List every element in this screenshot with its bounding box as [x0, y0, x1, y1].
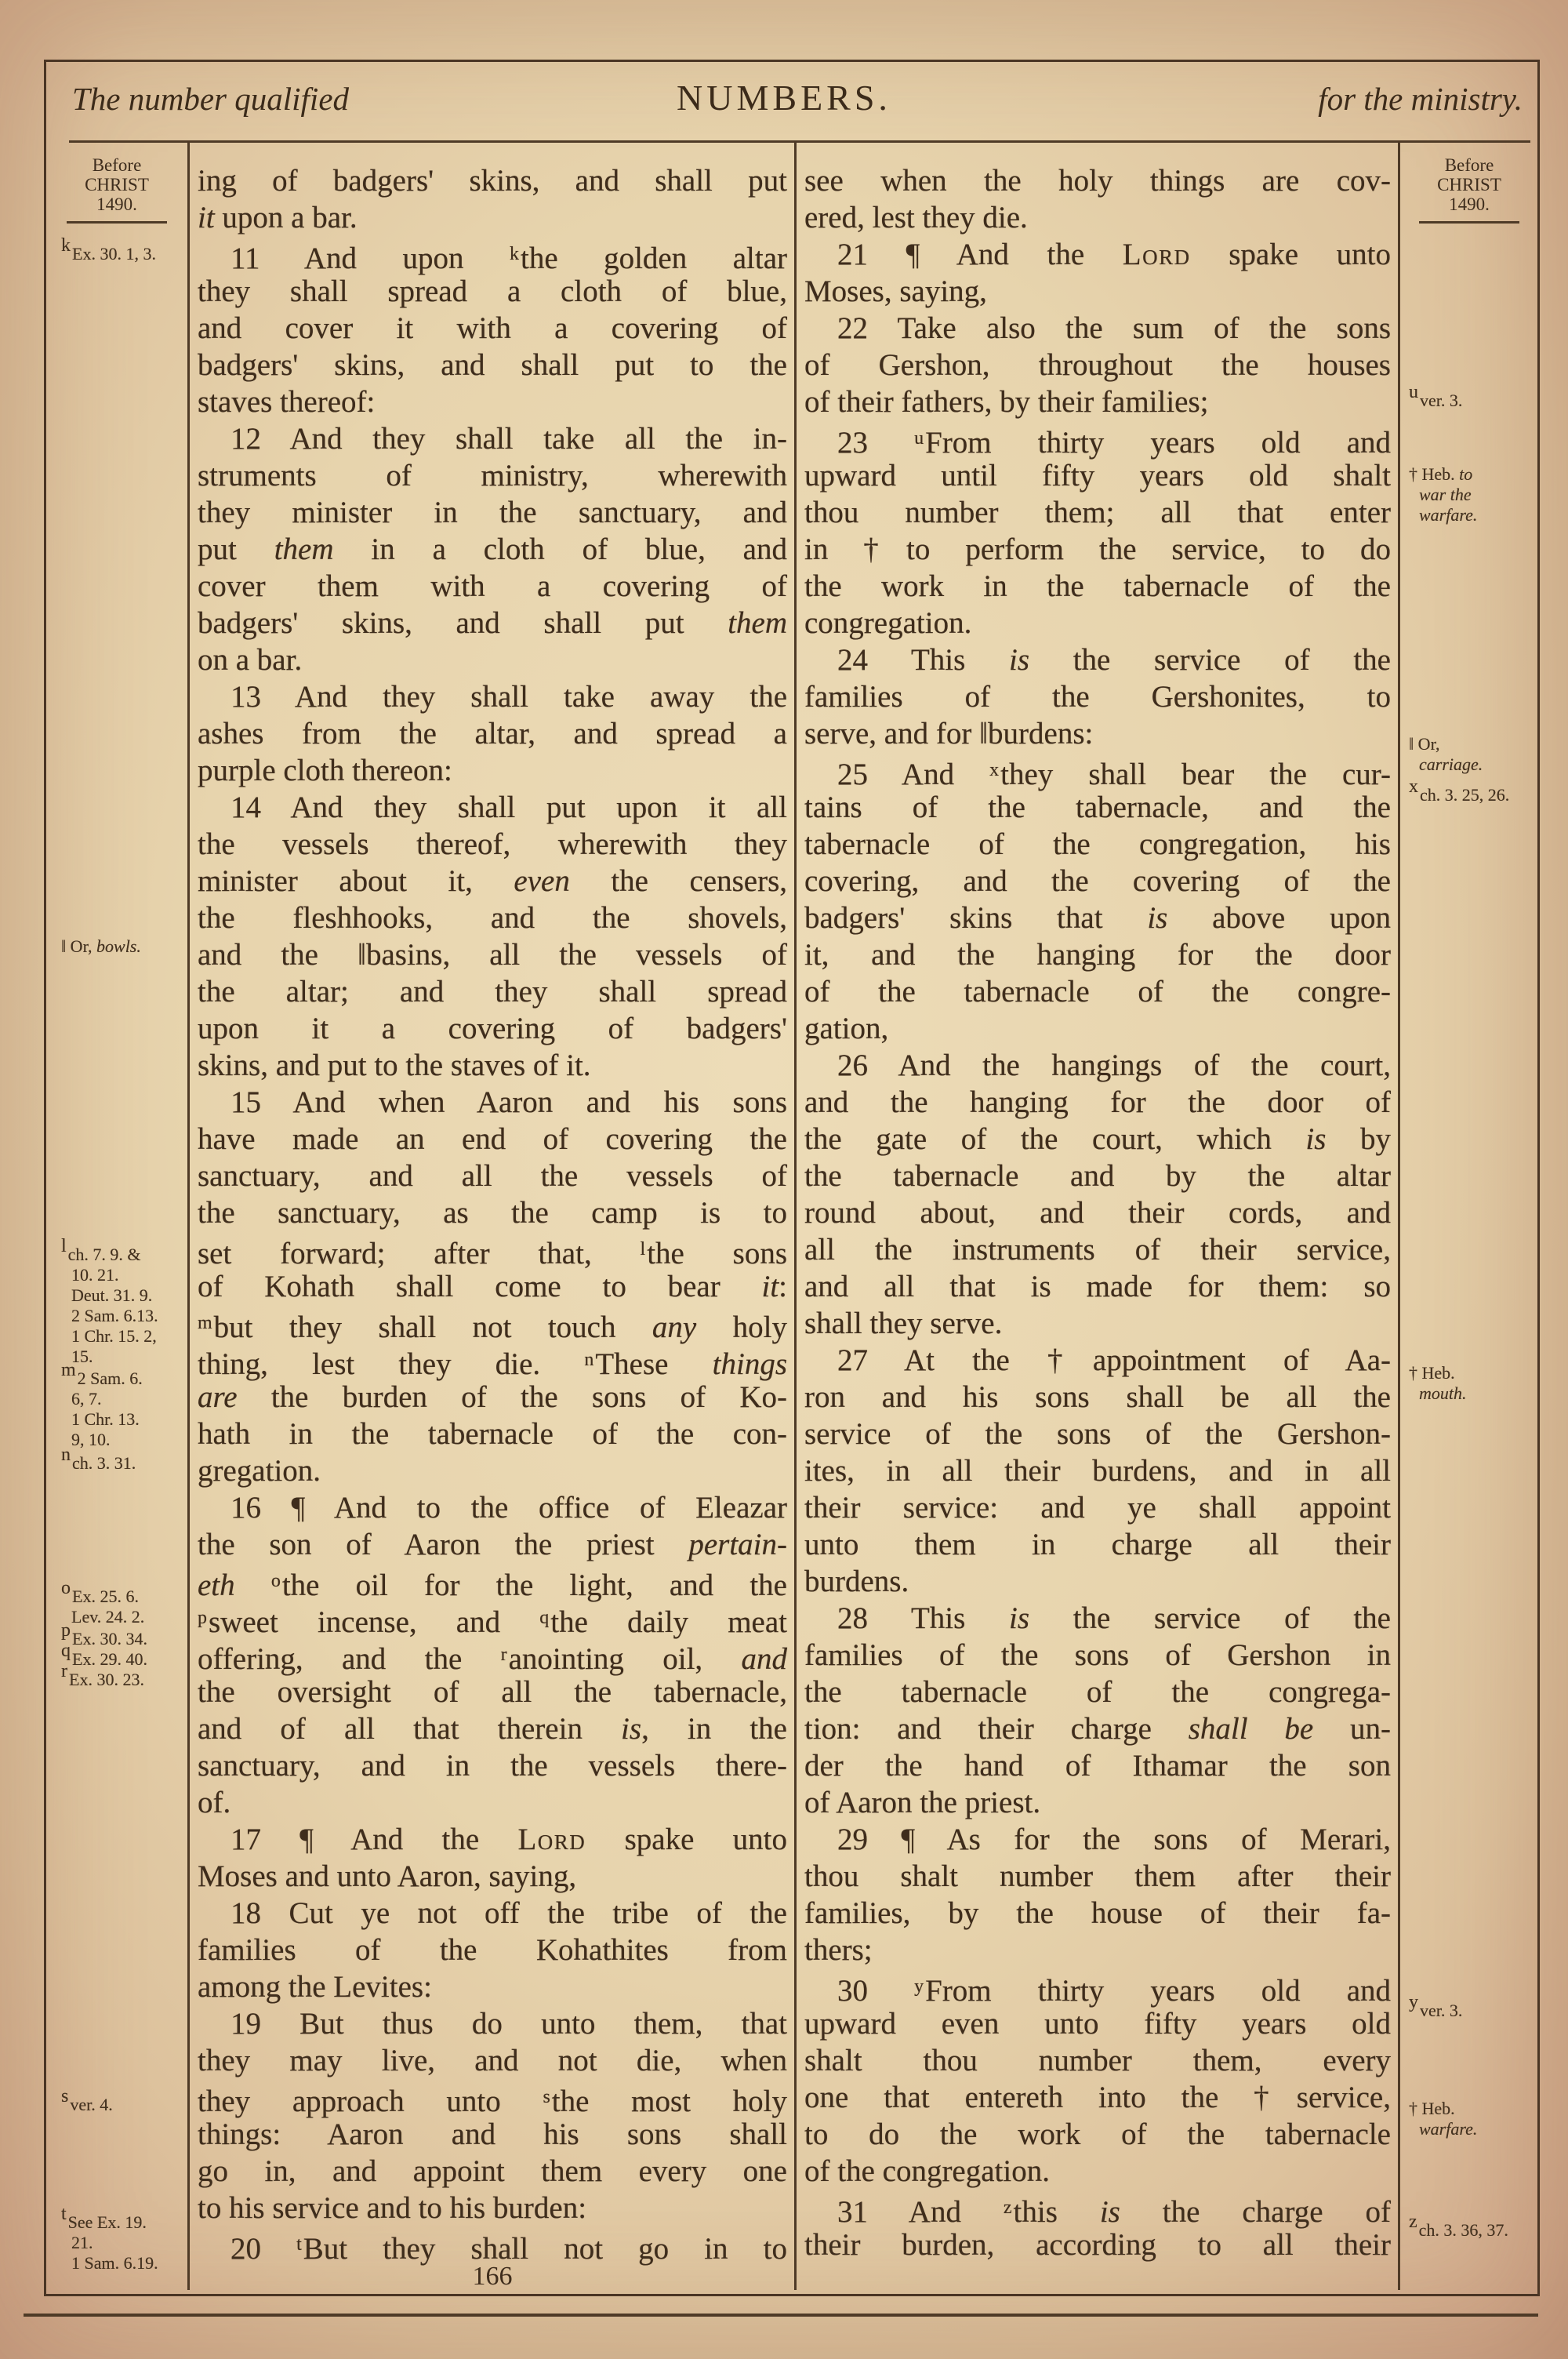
text-line: 16 ¶ And to the office of Eleazar [230, 1491, 787, 1525]
margin-note-line: 1 Sam. 6.19. [71, 2253, 158, 2273]
margin-note-line: Lev. 24. 2. [71, 1607, 145, 1627]
cross-ref-marker: p [198, 1608, 207, 1628]
text-line: struments of ministry, wherewith [198, 459, 787, 493]
margin-note [1409, 1363, 1533, 1404]
text-line: to his service and to his burden: [198, 2191, 587, 2225]
text-line: and cover it with a covering of [198, 311, 787, 345]
text-line: thou shalt number them after their [804, 1859, 1391, 1893]
margin-note [61, 1445, 185, 1474]
text-line: of the congregation. [804, 2154, 1050, 2188]
cross-ref-marker: u [914, 428, 924, 449]
margin-note [1409, 2212, 1533, 2241]
text-line: burdens. [804, 1565, 909, 1598]
margin-note-line: zch. 3. 36, 37. [1409, 2212, 1508, 2240]
text-line: ered, lest they die. [804, 201, 1028, 234]
text-line: all the instruments of their service, [804, 1233, 1391, 1267]
text-line: 13 And they shall take away the [230, 680, 787, 714]
text-line: to do the work of the tabernacle [804, 2117, 1391, 2151]
text-line: 19 But thus do unto them, that [230, 2007, 787, 2041]
cross-ref-marker: r [500, 1645, 507, 1665]
cross-ref-marker: l [640, 1239, 646, 1259]
margin-note-line: lch. 7. 9. & [61, 1236, 141, 1264]
text-line: Moses, saying, [804, 274, 987, 308]
margin-note-line: kEx. 30. 1, 3. [61, 235, 156, 264]
bible-text-column-left [198, 162, 788, 2266]
cross-ref-marker: u [1409, 382, 1418, 402]
margin-note [61, 235, 185, 264]
margin-note-line: 10. 21. [71, 1265, 119, 1285]
text-line: tion: and their charge shall be un- [804, 1712, 1391, 1746]
cross-ref-marker: t [296, 2234, 302, 2255]
margin-note-line: m2 Sam. 6. [61, 1360, 143, 1388]
text-line: Moses and unto Aaron, saying, [198, 1859, 577, 1893]
margin-note-line: † Heb. [1409, 2099, 1455, 2118]
column-rule-center [794, 143, 797, 2290]
text-line: offering, and the $^r$anointing oil, and [198, 1642, 787, 1676]
date-header-right [1402, 155, 1537, 224]
text-line: purple cloth thereon: [198, 754, 452, 787]
text-line: $^p$sweet incense, and $^q$the daily meat [198, 1605, 787, 1639]
text-line: they approach unto $^s$the most holy [198, 2085, 787, 2118]
cross-ref-marker: m [198, 1313, 212, 1333]
margin-note-line: 1 Chr. 13. [71, 1409, 140, 1429]
text-line: the gate of the court, which is by [804, 1122, 1391, 1156]
running-head-left: The number qualified [72, 81, 350, 117]
text-line: among the Levites: [198, 1970, 432, 2004]
text-line: tabernacle of the congregation, his [804, 827, 1391, 861]
margin-note-line: Deut. 31. 9. [71, 1285, 153, 1305]
text-line: thing, lest they die. $^n$These things [198, 1347, 788, 1381]
cross-ref-marker: m [61, 1360, 76, 1380]
text-line: they minister in the sanctuary, and [198, 496, 787, 529]
text-line: 25 And $^x$they shall bear the cur- [837, 758, 1391, 791]
margin-note-line: 21. [71, 2233, 93, 2252]
text-line: covering, and the covering of the [804, 864, 1391, 898]
text-line: shalt thou number them, every [804, 2044, 1391, 2077]
bottom-rule [24, 2314, 1538, 2317]
text-line: are the burden of the sons of Ko- [198, 1380, 787, 1414]
cross-ref-marker: n [61, 1445, 71, 1465]
text-line: the work in the tabernacle of the [804, 569, 1391, 603]
margin-note [61, 936, 185, 957]
text-line: families, by the house of their fa- [804, 1896, 1391, 1930]
margin-note-line: qEx. 29. 40. [61, 1641, 147, 1669]
text-line: and the ‖basins, all the vessels of [198, 938, 787, 972]
text-line: badgers' skins, and shall put to the [198, 348, 787, 382]
margin-note-line: 6, 7. [71, 1389, 102, 1408]
text-line: on a bar. [198, 643, 303, 677]
cross-ref-marker: k [509, 244, 519, 264]
text-line: in †to perform the service, to do [804, 533, 1391, 566]
margin-note-line: nch. 3. 31. [61, 1445, 136, 1473]
text-line: have made an end of covering the [198, 1122, 787, 1156]
text-line: upward until fifty years old shalt [804, 459, 1391, 493]
text-line: round about, and their cords, and [804, 1196, 1391, 1230]
text-line: 14 And they shall put upon it all [230, 791, 787, 824]
text-line: unto them in charge all their [804, 1528, 1391, 1561]
text-line: things: Aaron and his sons shall [198, 2117, 787, 2151]
text-line: and of all that therein is, in the [198, 1712, 787, 1746]
cross-ref-marker: y [914, 1976, 924, 1997]
date-header-rule [1419, 221, 1519, 224]
cross-ref-marker: k [61, 235, 71, 256]
text-line: congregation. [804, 606, 972, 640]
text-line: upon it a covering of badgers' [198, 1012, 787, 1045]
text-line: $^m$but they shall not touch any holy [198, 1310, 787, 1344]
date-header-rule [67, 221, 167, 224]
margin-note-line: † Heb. to [1409, 464, 1473, 484]
date-line: 1490. [96, 194, 137, 214]
column-rule-left [187, 143, 190, 2290]
text-line: one that entereth into the †service, [804, 2081, 1391, 2114]
text-line: ashes from the altar, and spread a [198, 717, 787, 751]
text-line: der the hand of Ithamar the son [804, 1749, 1391, 1783]
cross-ref-marker: l [61, 1236, 67, 1256]
cross-ref-marker: p [61, 1620, 71, 1641]
text-line: of Aaron the priest. [804, 1786, 1041, 1819]
cross-ref-marker: r [61, 1661, 67, 1681]
text-line: 12 And they shall take all the in- [230, 422, 787, 456]
margin-note [1409, 2099, 1533, 2139]
cross-ref-marker: t [61, 2204, 67, 2224]
cross-ref-marker: z [1003, 2197, 1012, 2218]
margin-note [1409, 382, 1533, 411]
text-line: and the hanging for the door of [804, 1085, 1391, 1119]
text-line: the tabernacle and by the altar [804, 1159, 1391, 1193]
text-line: 11 And upon $^k$the golden altar [230, 242, 787, 275]
margin-note-line: ‖ Or, bowls. [61, 936, 141, 956]
cross-ref-marker: y [1409, 1992, 1418, 2012]
text-line: put them in a cloth of blue, and [198, 533, 787, 566]
text-line: sanctuary, and in the vessels there- [198, 1749, 787, 1783]
text-line: minister about it, even the censers, [198, 864, 787, 898]
text-line: skins, and put to the staves of it. [198, 1049, 591, 1082]
margin-note-line: warfare. [1419, 505, 1478, 525]
cross-ref-marker: n [584, 1350, 594, 1370]
margin-note-line: 2 Sam. 6.13. [71, 1306, 158, 1325]
text-line: 24 This is the service of the [837, 643, 1391, 677]
text-line: 29 ¶ As for the sons of Merari, [837, 1823, 1391, 1856]
margin-note [1409, 464, 1533, 525]
page-title: NUMBERS. [677, 78, 891, 118]
text-line: 23 $^u$From thirty years old and [837, 426, 1392, 460]
cross-ref-marker: x [1409, 776, 1418, 797]
margin-note [61, 1360, 185, 1450]
text-line: the sanctuary, as the camp is to [198, 1196, 787, 1230]
text-line: see when the holy things are cov- [804, 164, 1391, 198]
text-line: of Kohath shall come to bear it: [198, 1270, 787, 1303]
cross-ref-marker: s [543, 2087, 550, 2107]
text-line: gregation. [198, 1454, 321, 1488]
text-line: families of the Kohathites from [198, 1933, 787, 1967]
cross-ref-marker: o [270, 1571, 281, 1591]
date-header-left [47, 155, 187, 224]
text-line: thers; [804, 1933, 873, 1967]
margin-note [61, 2204, 185, 2274]
text-line: ing of badgers' skins, and shall put [198, 164, 787, 198]
text-line: staves thereof: [198, 385, 376, 419]
cross-ref-marker: o [61, 1578, 71, 1598]
margin-note-line: xch. 3. 25, 26. [1409, 776, 1510, 805]
text-line: and all that is made for them: so [804, 1270, 1391, 1303]
margin-note [1409, 734, 1533, 775]
date-line: Before [92, 155, 142, 175]
margin-note-line: carriage. [1419, 754, 1483, 774]
page-number: 166 [472, 2262, 513, 2291]
text-line: cover them with a covering of [198, 569, 787, 603]
text-line: 26 And the hangings of the court, [837, 1049, 1391, 1082]
text-line: their burden, according to all their [804, 2228, 1391, 2262]
cross-ref-marker: z [1409, 2212, 1417, 2232]
text-line: the altar; and they shall spread [198, 975, 787, 1009]
text-line: 20 $^t$But they shall not go in to [230, 2232, 787, 2266]
text-line: tains of the tabernacle, and the [804, 791, 1391, 824]
cross-ref-marker: q [61, 1641, 71, 1661]
text-line: the son of Aaron the priest pertain- [198, 1528, 787, 1561]
text-line: 28 This is the service of the [837, 1601, 1391, 1635]
text-line: 21 ¶ And the Lord spake unto [837, 238, 1391, 271]
text-line: 22 Take also the sum of the sons [837, 311, 1391, 345]
text-line: of the tabernacle of the congre- [804, 975, 1391, 1009]
text-line: ites, in all their burdens, and in all [804, 1454, 1391, 1488]
date-line: CHRIST [85, 175, 149, 194]
margin-note-line: sver. 4. [61, 2086, 113, 2114]
text-line: of their fathers, by their families; [804, 385, 1209, 419]
text-line: go in, and appoint them every one [198, 2154, 787, 2188]
date-line: 1490. [1449, 194, 1490, 214]
text-line: eth $^o$the oil for the light, and the [198, 1568, 787, 1602]
margin-note-line: war the [1419, 485, 1472, 504]
text-line: shall they serve. [804, 1307, 1003, 1340]
text-line: serve, and for ‖burdens: [804, 717, 1094, 751]
cross-ref-marker: q [539, 1608, 550, 1628]
text-line: 27 At the †appointment of Aa- [837, 1343, 1391, 1377]
margin-note-line: rEx. 30. 23. [61, 1661, 144, 1689]
text-line: 18 Cut ye not off the tribe of the [230, 1896, 787, 1930]
margin-note [61, 1236, 185, 1367]
margin-note-line: mouth. [1419, 1383, 1467, 1403]
margin-note [1409, 776, 1533, 805]
text-line: their service: and ye shall appoint [804, 1491, 1391, 1525]
margin-note [1409, 1992, 1533, 2021]
text-line: of Gershon, throughout the houses [804, 348, 1391, 382]
margin-note-line: 1 Chr. 15. 2, [71, 1326, 157, 1346]
running-head-right: for the ministry. [1318, 81, 1523, 117]
margin-note-line: yver. 3. [1409, 1992, 1463, 2020]
date-line: CHRIST [1437, 175, 1501, 194]
text-line: the oversight of all the tabernacle, [198, 1675, 787, 1709]
text-line: badgers' skins that is above upon [804, 901, 1391, 935]
text-line: badgers' skins, and shall put them [198, 606, 787, 640]
text-line: the tabernacle of the congrega- [804, 1675, 1391, 1709]
text-line: they shall spread a cloth of blue, [198, 274, 787, 308]
margin-note-line: 15. [71, 1347, 93, 1366]
margin-note [61, 2086, 185, 2115]
margin-note-line: 9, 10. [71, 1430, 111, 1449]
margin-note-line: † Heb. [1409, 1363, 1455, 1383]
cross-ref-marker: s [61, 2086, 69, 2106]
text-line: service of the sons of the Gershon- [804, 1417, 1391, 1451]
text-line: it upon a bar. [198, 201, 358, 234]
text-line: 15 And when Aaron and his sons [230, 1085, 787, 1119]
text-line: the vessels thereof, wherewith they [198, 827, 787, 861]
margin-note-line: pEx. 30. 34. [61, 1620, 147, 1648]
text-line: hath in the tabernacle of the con- [198, 1417, 787, 1451]
bible-text-column-right [804, 162, 1391, 2263]
margin-note [61, 1661, 185, 1690]
text-line: gation, [804, 1012, 889, 1045]
text-line: sanctuary, and all the vessels of [198, 1159, 787, 1193]
margin-note-line: tSee Ex. 19. [61, 2204, 147, 2232]
margin-note-line: warfare. [1419, 2119, 1478, 2139]
date-line: Before [1444, 155, 1494, 175]
text-line: 30 $^y$From thirty years old and [837, 1974, 1392, 2008]
column-rule-right [1398, 143, 1400, 2290]
text-line: 31 And $^z$this is the charge of [837, 2195, 1391, 2229]
text-line: families of the Gershonites, to [804, 680, 1391, 714]
margin-note-line: oEx. 25. 6. [61, 1578, 139, 1606]
text-line: the fleshhooks, and the shovels, [198, 901, 787, 935]
text-line: families of the sons of Gershon in [804, 1638, 1391, 1672]
text-line: 17 ¶ And the Lord spake unto [230, 1823, 787, 1856]
text-line: upward even unto fifty years old [804, 2007, 1391, 2041]
margin-note-line: ‖ Or, [1409, 734, 1440, 754]
text-line: it, and the hanging for the door [804, 938, 1391, 972]
text-line: ron and his sons shall be all the [804, 1380, 1391, 1414]
text-line: they may live, and not die, when [198, 2044, 787, 2077]
text-line: of. [198, 1786, 231, 1819]
margin-note-line: uver. 3. [1409, 382, 1463, 410]
header-rule [69, 140, 1530, 143]
text-line: set forward; after that, $^l$the sons [198, 1237, 787, 1270]
cross-ref-marker: x [989, 760, 1000, 780]
text-line: thou number them; all that enter [804, 496, 1391, 529]
